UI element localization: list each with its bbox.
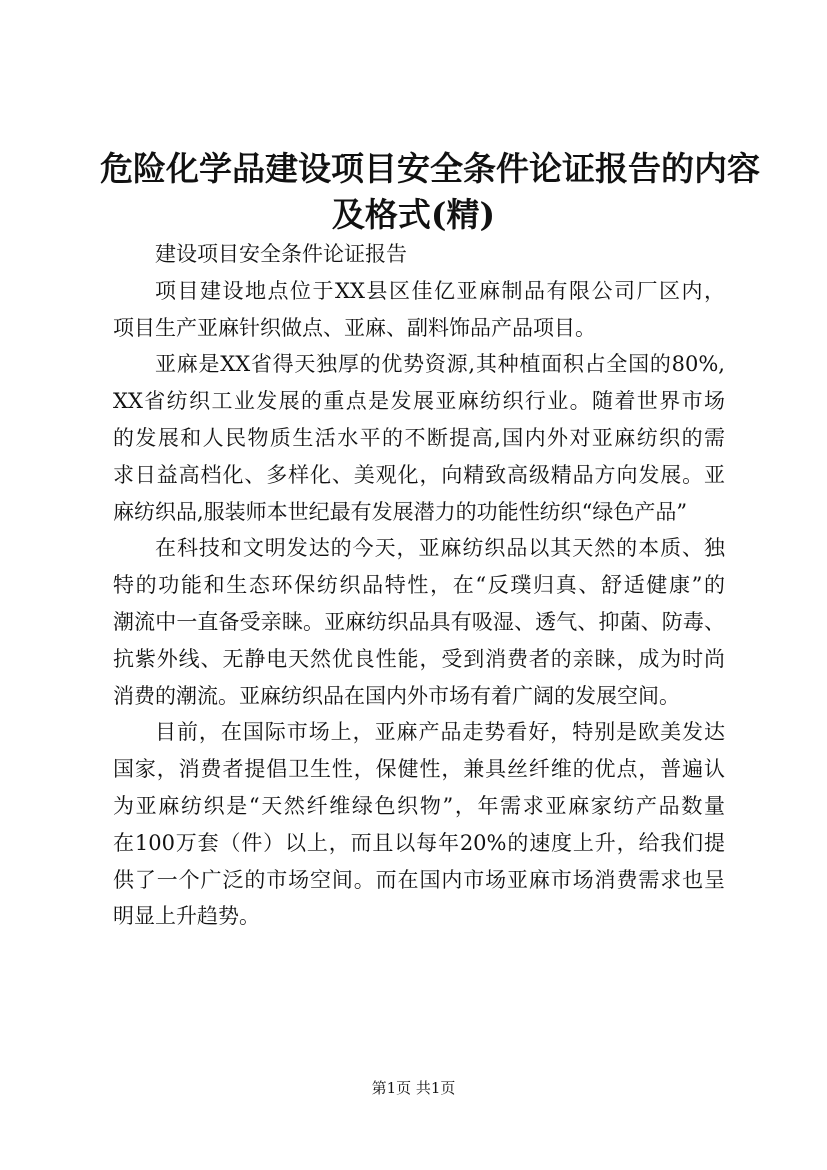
paragraph-line: 潮流中一直备受亲睐。亚麻纺织品具有吸湿、透气、抑菌、防毒、: [113, 609, 725, 634]
paragraph-line: 目前，在国际市场上，亚麻产品走势看好，特别是欧美发达: [155, 720, 725, 745]
paragraph-line: 明显上升趋势。: [113, 904, 260, 929]
paragraph-line: 亚麻是XX省得天独厚的优势资源,其种植面积占全国的80%,: [155, 352, 725, 377]
paragraph-line: 消费的潮流。亚麻纺织品在国内外市场有着广阔的发展空间。: [113, 683, 680, 708]
paragraph-line: 项目生产亚麻针织做点、亚麻、副料饰品产品项目。: [113, 315, 596, 340]
paragraph-line: 抗紫外线、无静电天然优良性能，受到消费者的亲睐，成为时尚: [113, 646, 725, 671]
document-body: [113, 236, 725, 935]
paragraph: [113, 530, 725, 714]
paragraph-line: 供了一个广泛的市场空间。而在国内市场亚麻市场消费需求也呈: [113, 867, 725, 892]
paragraph-line: 特的功能和生态环保纺织品特性，在“反璞归真、舒适健康”的: [113, 573, 725, 598]
title-line: 及格式(精): [331, 195, 496, 234]
document-title: [100, 146, 760, 238]
paragraph-line: 在科技和文明发达的今天，亚麻纺织品以其天然的本质、独: [155, 536, 725, 561]
page-footer: 第1页 共1页: [371, 1079, 456, 1097]
paragraph-line: 求日益高档化、多样化、美观化，向精致高级精品方向发展。亚: [113, 462, 725, 487]
title-line: 危险化学品建设项目安全条件论证报告的内容: [100, 149, 760, 188]
paragraph: [113, 273, 725, 347]
paragraph-line: 麻纺织品,服装师本世纪最有发展潜力的功能性纺织“绿色产品”: [113, 499, 688, 524]
paragraph-line: 为亚麻纺织是“天然纤维绿色织物”，年需求亚麻家纺产品数量: [113, 793, 725, 818]
paragraph-line: XX省纺织工业发展的重点是发展亚麻纺织行业。随着世界市场: [113, 389, 725, 414]
paragraph-line: 在100万套（件）以上，而且以每年20%的速度上升，给我们提: [113, 830, 725, 855]
paragraph-line: 项目建设地点位于XX县区佳亿亚麻制品有限公司厂区内，: [155, 278, 725, 303]
paragraph-line: 的发展和人民物质生活水平的不断提高,国内外对亚麻纺织的需: [113, 425, 725, 450]
paragraph: [113, 714, 725, 935]
paragraph-line: 建设项目安全条件论证报告: [155, 242, 407, 266]
paragraph-line: 国家，消费者提倡卫生性，保健性，兼具丝纤维的优点，普遍认: [113, 757, 725, 782]
paragraph: [113, 346, 725, 530]
paragraph: [113, 236, 725, 273]
